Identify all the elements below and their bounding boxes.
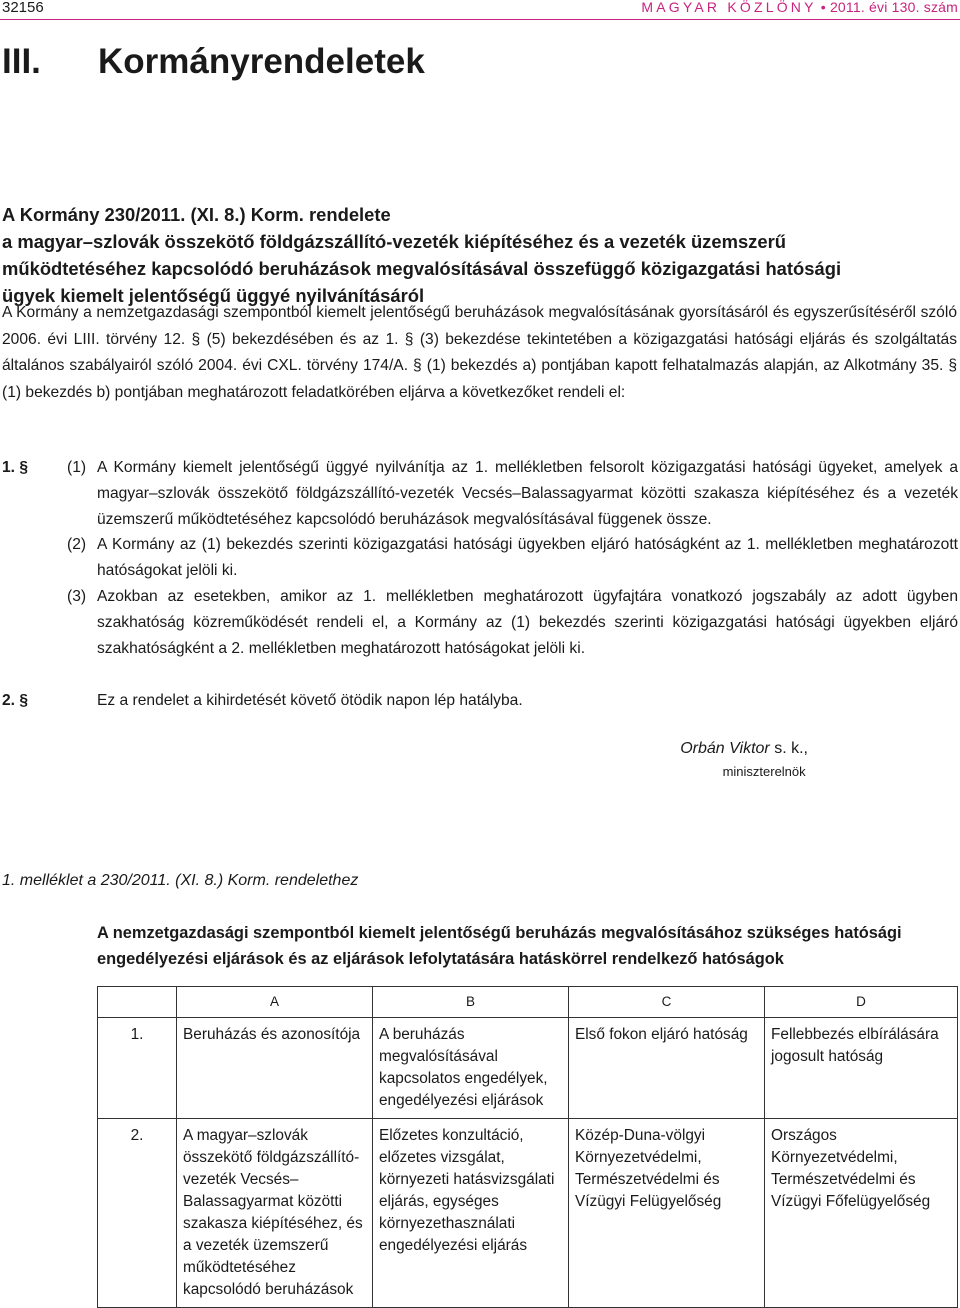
subsection-number: (3) [67, 587, 87, 605]
section-number: 2. § [2, 692, 29, 709]
signatory-suffix: s. k., [769, 740, 808, 757]
table-cell: Közép-Duna-völgyi Környezetvédelmi, Természetvédelmi és Vízügyi Felügyelőség [569, 1119, 765, 1308]
annex-reference: 1. melléklet a 230/2011. (XI. 8.) Korm. rendelethez [2, 872, 359, 889]
column-letter: C [569, 987, 765, 1018]
subsection-2 [2, 532, 958, 584]
section-number: 1. § [2, 459, 29, 476]
column-letter: A [177, 987, 373, 1018]
table-cell: A magyar–szlovák összekötő földgázszállító-vezeték Vecsés–Balassagyarmat közötti szakasza kiépítéséhez, és a vezeték üzemszerű működtetéséhez kapcsolódó beruházások [177, 1119, 373, 1308]
chapter-title: Kormányrendeletek [98, 42, 425, 81]
page-number: 32156 [2, 0, 44, 16]
subsection-text: A Kormány kiemelt jelentőségű üggyé nyilvánítja az 1. mellékletben felsorolt közigazgatási hatósági ügyeket, amelyek a magyar–szlovák összekötő földgázszállító-vezeték Vecsés–Balassagyarmat közötti szakasza kiépítéséhez és a vezeték üzemszerű működtetéséhez kapcsolódó beruházások megvalósításával függenek össze. [97, 459, 958, 528]
table-row [98, 1018, 958, 1119]
bullet-separator: • [820, 0, 826, 15]
table-header-row [98, 987, 958, 1018]
annex-title: A nemzetgazdasági szempontból kiemelt jelentőségű beruházás megvalósításához szükséges hatósági engedélyezési eljárások és az eljárások lefolytatására hatáskörrel rendelkező hatóságok [97, 924, 902, 968]
column-letter: B [373, 987, 569, 1018]
subsection-text: A Kormány az (1) bekezdés szerinti közigazgatási hatósági ügyekben eljáró hatóságként az 1. mellékletben meghatározott hatóságokat jelöli ki. [97, 536, 958, 580]
subsection-number: (2) [67, 536, 87, 554]
decree-title-line: a magyar–szlovák összekötő földgázszállító-vezeték kiépítéséhez és a vezeték üzemszerű [2, 231, 786, 252]
subsection-number: (1) [67, 459, 87, 476]
subsection-3 [2, 584, 958, 661]
running-head [641, 0, 958, 15]
page-header [0, 0, 960, 24]
table-corner-cell [98, 987, 177, 1018]
signatory-name: Orbán Viktor [680, 740, 770, 757]
subsection-text: Azokban az esetekben, amikor az 1. mellékletben meghatározott ügyfajtára vonatkozó jogszabály az adott ügyben szakhatóság közreműködését rendeli el, a Kormány az (1) bekezdés szerinti közigazgatási hatósági ügyekben eljáró szakhatóságként a 2. mellékletben meghatározott hatóságokat jelöli ki. [97, 587, 958, 657]
publication-name: MAGYAR KÖZLÖNY [641, 0, 817, 15]
table-cell: Fellebbezés elbírálására jogosult hatóság [765, 1018, 958, 1119]
column-letter: D [765, 987, 958, 1018]
table-cell: Beruházás és azonosítója [177, 1018, 373, 1119]
chapter-number: III. [2, 42, 41, 81]
header-rule [0, 19, 960, 20]
issue-label: 2011. évi 130. szám [829, 0, 958, 15]
annex-table [97, 986, 958, 1308]
table-cell: A beruházás megvalósításával kapcsolatos engedélyek, engedélyezési eljárások [373, 1018, 569, 1119]
section-text: Ez a rendelet a kihirdetését követő ötödik napon lép hatályba. [97, 692, 523, 709]
decree-title-line: ügyek kiemelt jelentőségű üggyé nyilvánításáról [2, 285, 425, 306]
row-number: 1. [98, 1018, 177, 1119]
signature-block [680, 740, 808, 779]
chapter-heading [2, 42, 425, 82]
row-number: 2. [98, 1119, 177, 1308]
decree-title [2, 201, 958, 309]
section-2 [2, 688, 958, 714]
table-row [98, 1119, 958, 1308]
table-cell: Országos Környezetvédelmi, Természetvédelmi és Vízügyi Főfelügyelőség [765, 1119, 958, 1308]
table-cell: Előzetes konzultáció, előzetes vizsgálat, környezeti hatásvizsgálati eljárás, egységes környezethasználati engedélyezési eljárás [373, 1119, 569, 1308]
subsection-1 [2, 455, 958, 532]
section-1 [2, 455, 958, 661]
preamble: A Kormány a nemzetgazdasági szempontból kiemelt jelentőségű beruházások megvalósításának gyorsításáról és egyszerűsítéséről szóló 2006. évi LIII. törvény 12. § (5) bekezdésében és az 1. § (3) bekezdése tekintetében a közigazgatási hatósági eljárás és szolgáltatás általános szabályairól szóló 2004. évi CXL. törvény 174/A. § (1) bekezdés a) pontjában kapott felhatalmazás alapján, az Alkotmány 35. § (1) bekezdés b) pontjában meghatározott feladatkörében eljárva a következőket rendeli el: [2, 304, 957, 401]
table-cell: Első fokon eljáró hatóság [569, 1018, 765, 1119]
decree-title-line: A Kormány 230/2011. (XI. 8.) Korm. rendelete [2, 204, 391, 225]
decree-title-line: működtetéséhez kapcsolódó beruházások megvalósításával összefüggő közigazgatási hatósági [2, 258, 842, 279]
signatory-role: miniszterelnök [722, 764, 806, 779]
